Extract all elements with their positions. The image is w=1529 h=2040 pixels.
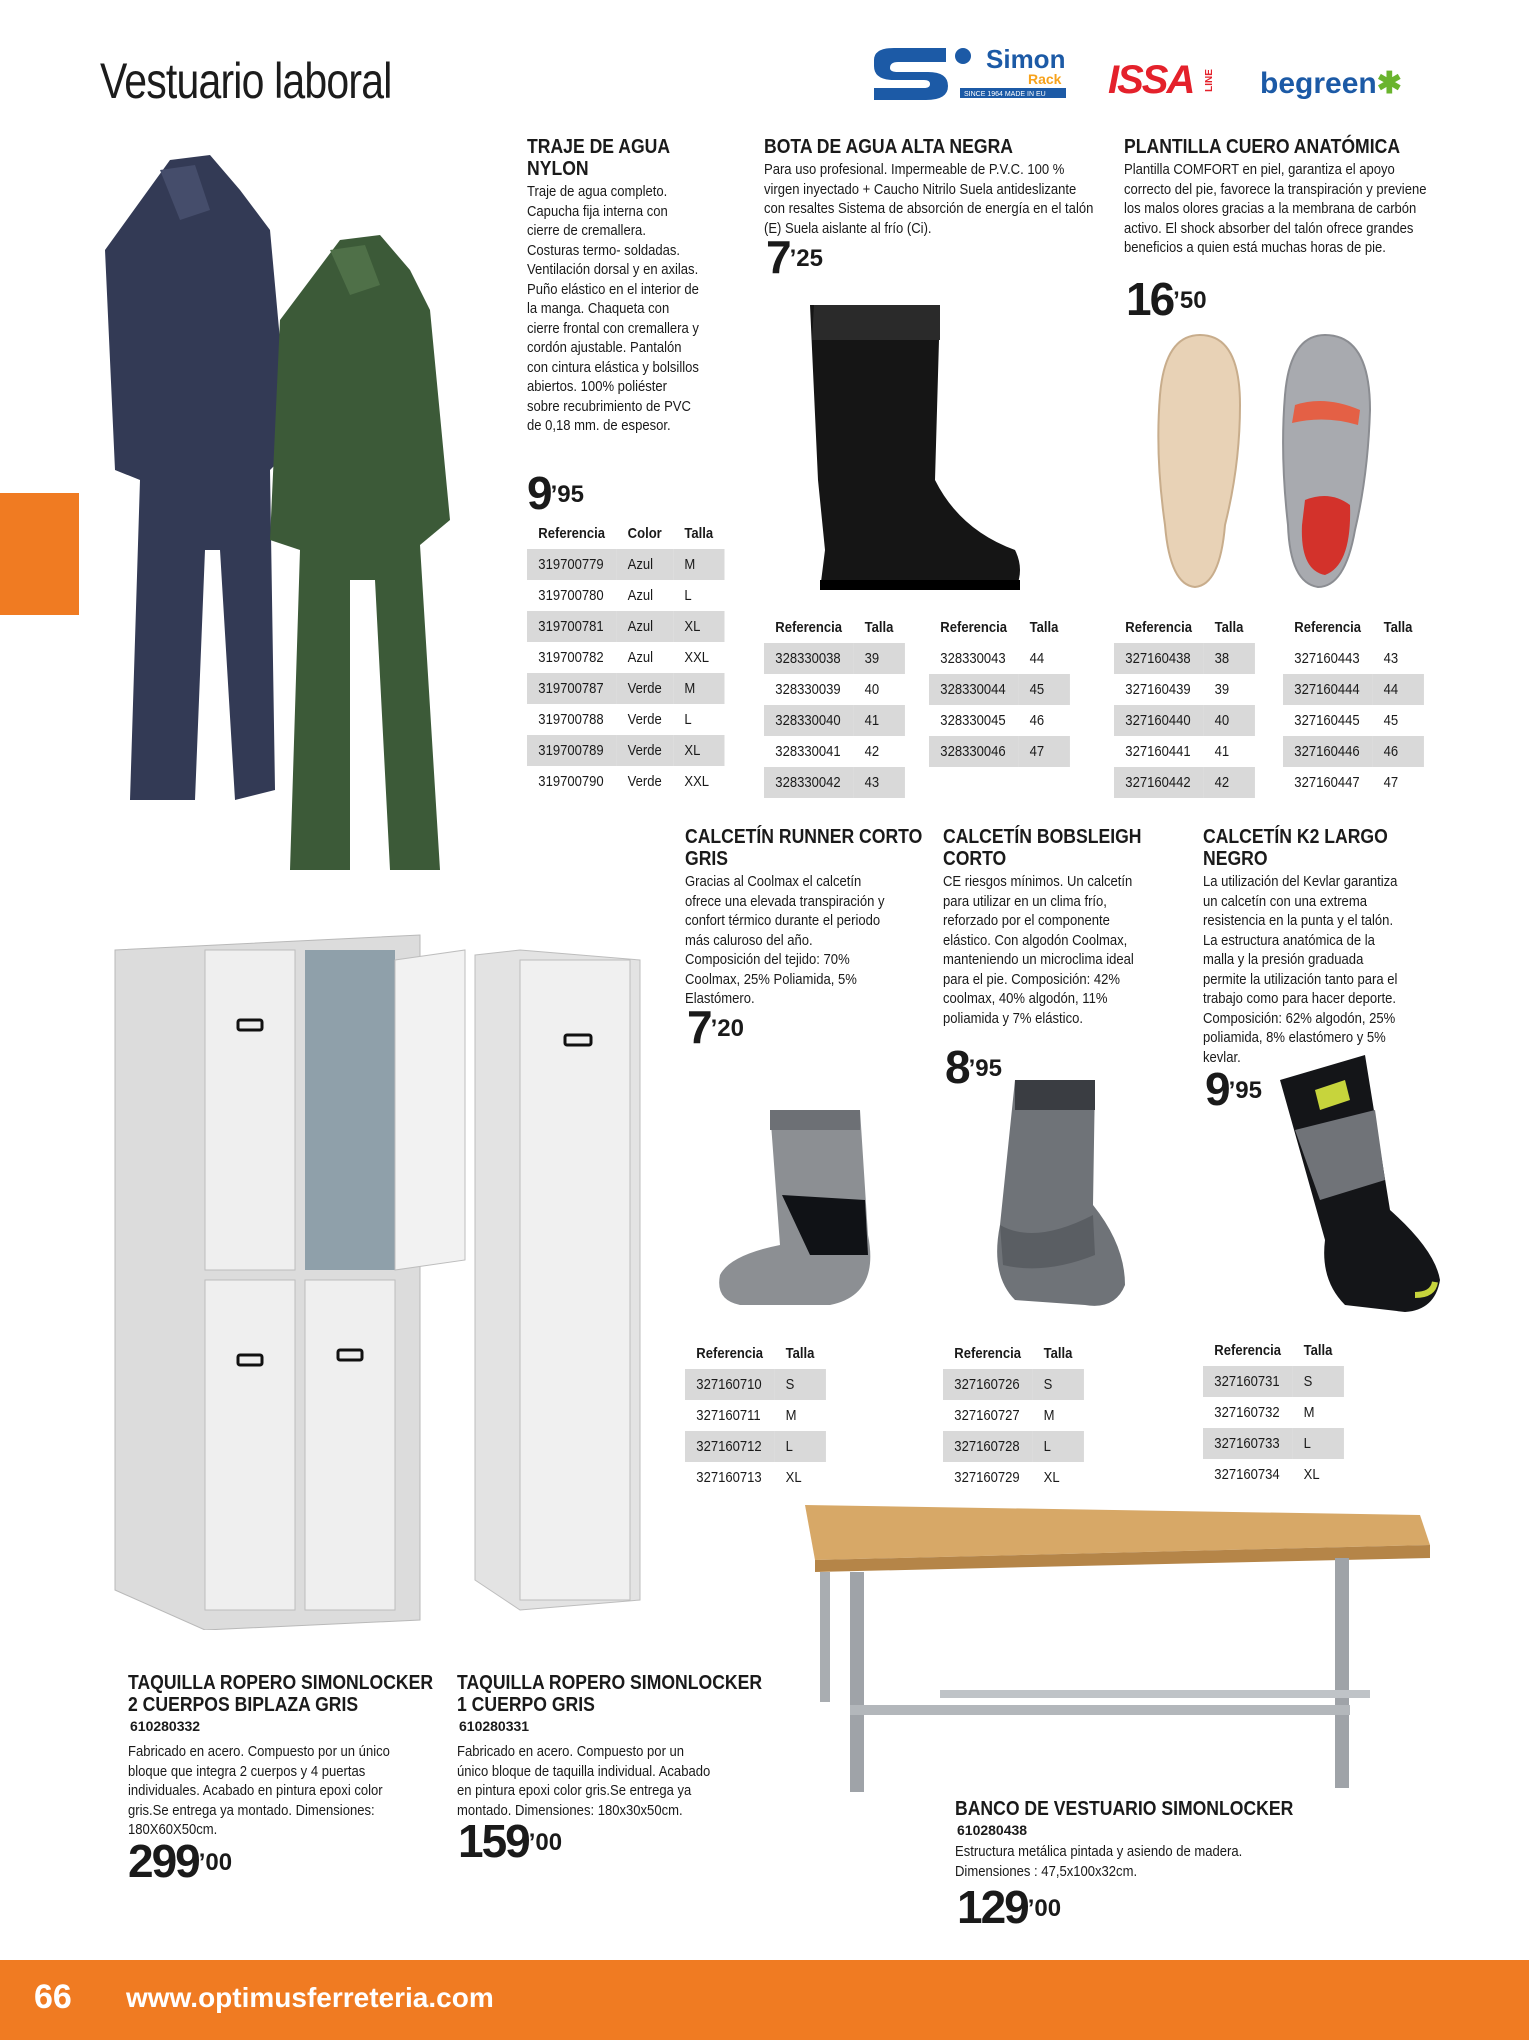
column-header: Talla: [864, 619, 894, 636]
table-header-row: [929, 612, 1070, 643]
insoles-image: [1140, 325, 1380, 595]
table-cell: 327160712: [685, 1431, 774, 1462]
table-cell: 39: [1214, 681, 1230, 698]
table-cell: 328330044: [929, 674, 1018, 705]
table-row: [929, 643, 1070, 674]
traje-title: TRAJE DE AGUA NYLON: [527, 136, 671, 180]
table-cell: 319700780: [538, 587, 604, 604]
table-cell: 319700789: [527, 735, 616, 766]
table-cell: 327160439: [1125, 681, 1191, 698]
table-cell: 45: [1383, 712, 1399, 729]
table-cell: Verde: [616, 735, 673, 766]
table-cell: 327160731: [1203, 1366, 1292, 1397]
table-row: [764, 767, 905, 798]
table-cell: XL: [673, 735, 724, 766]
column-header: Referencia: [538, 525, 606, 542]
table-cell: L: [774, 1431, 825, 1462]
table-row: [1203, 1397, 1344, 1428]
table-cell: 40: [1203, 705, 1254, 736]
bota-description: Para uso profesional. Impermeable de P.V.C. 100 % virgen inyectado + Caucho Nitrilo Suela antideslizante con resaltes Sistema de absorción de energía en el talón (E) Suela aislante al frío (Ci).: [764, 161, 1094, 237]
column-header: Referencia: [954, 1345, 1022, 1362]
column-header: Talla: [1029, 619, 1059, 636]
svg-text:Simon: Simon: [986, 44, 1066, 74]
table-cell: Verde: [627, 711, 662, 728]
table-cell: M: [785, 1407, 797, 1424]
table-cell: 41: [1214, 743, 1230, 760]
table-cell: 327160728: [943, 1431, 1032, 1462]
taquilla1-description: Fabricado en acero. Compuesto por un único bloque de taquilla individual. Acabado en pintura epoxi color gris.Se entrega ya montado. Dimensiones: 180x30x50cm.: [457, 1743, 711, 1819]
table-cell: L: [1292, 1428, 1343, 1459]
table-cell: 327160445: [1294, 712, 1360, 729]
footer-bar: [0, 1960, 1529, 2040]
table-cell: 328330042: [764, 767, 853, 798]
table-cell: Azul: [627, 587, 654, 604]
table-cell: M: [1303, 1404, 1315, 1421]
banco-description: Estructura metálica pintada y asiendo de madera. Dimensiones : 47,5x100x32cm.: [955, 1843, 1243, 1880]
table-row: [943, 1462, 1084, 1493]
runner-price: $7^{’20}$: [687, 1001, 744, 1053]
table-cell: 327160729: [954, 1469, 1020, 1486]
bobsleigh-title: CALCETÍN BOBSLEIGH CORTO: [943, 826, 1142, 870]
table-cell: 328330039: [775, 681, 841, 698]
taquilla1-price: $159^{’00}$: [458, 1815, 563, 1867]
table-row: [527, 642, 724, 673]
table-cell: 327160713: [696, 1469, 762, 1486]
table-row: [1283, 643, 1424, 674]
table-cell: 327160442: [1114, 767, 1203, 798]
k2-sock-image: [1275, 1050, 1445, 1320]
table-cell: 319700779: [527, 549, 616, 580]
table-cell: S: [1292, 1366, 1343, 1397]
traje-spec-table: [527, 518, 754, 797]
table-cell: 327160711: [696, 1407, 761, 1424]
table-row: [527, 735, 724, 766]
column-header: Referencia: [1125, 619, 1193, 636]
table-cell: 327160734: [1214, 1466, 1280, 1483]
runner-description: Gracias al Coolmax el calcetín ofrece una elevada transpiración y confort térmico durante el periodo más caluroso del año. Composición del tejido: 70% Coolmax, 25% Poliamida, 5% Elastómero.: [685, 873, 885, 1007]
taquilla2-title: TAQUILLA ROPERO SIMONLOCKER 2 CUERPOS BIPLAZA GRIS: [128, 1672, 434, 1716]
k2-spec-table: [1203, 1335, 1365, 1490]
table-cell: Verde: [627, 773, 662, 790]
table-row: [1283, 674, 1424, 705]
table-cell: XL: [785, 1469, 802, 1486]
table-cell: XL: [1043, 1469, 1060, 1486]
table-row: [764, 643, 905, 674]
table-row: [1203, 1366, 1344, 1397]
bobsleigh-sock-image: [975, 1075, 1155, 1315]
table-cell: XXL: [684, 649, 710, 666]
table-cell: L: [684, 711, 692, 728]
column-header: Talla: [1383, 619, 1413, 636]
table-cell: 319700788: [538, 711, 604, 728]
runner-title: CALCETÍN RUNNER CORTO GRIS: [685, 826, 923, 870]
table-cell: L: [1032, 1431, 1083, 1462]
table-cell: L: [684, 587, 692, 604]
table-header-row: [1283, 612, 1424, 643]
column-header: Referencia: [940, 619, 1008, 636]
column-header: Referencia: [775, 619, 843, 636]
lockers-image: [110, 930, 645, 1630]
traje-description: Traje de agua completo. Capucha fija interna con cierre de cremallera. Costuras termo- soldadas. Ventilación dorsal y en axilas. Puño elástico en el interior de la manga. Chaqueta con cierre frontal con cremallera y cordón ajustable. Pantalón con cintura elástica y bolsillos abiertos. 100% poliéster sobre recubrimiento de PVC de 0,18 mm. de espesor.: [527, 183, 699, 434]
table-cell: 45: [1018, 674, 1069, 705]
table-cell: 327160443: [1294, 650, 1360, 667]
rubber-boot-image: [800, 300, 1030, 600]
taquilla1-title: TAQUILLA ROPERO SIMONLOCKER 1 CUERPO GRIS: [457, 1672, 763, 1716]
bota-spec-table-1: [764, 612, 926, 798]
table-cell: 327160447: [1294, 774, 1360, 791]
table-header-row: [764, 612, 905, 643]
table-row: [929, 674, 1070, 705]
table-cell: 47: [1383, 774, 1399, 791]
column-header: Talla: [684, 525, 714, 542]
bench-image: [790, 1500, 1430, 1800]
table-header-row: [685, 1338, 826, 1369]
table-cell: Azul: [616, 549, 673, 580]
k2-description: La utilización del Kevlar garantiza un calcetín con una extrema resistencia en la punta y el talón. La estructura anatómica de la malla y la presión graduada permite la utilización tanto para el trabajo como para hacer deporte. Composición: 62% algodón, 25% poliamida, 8% elastómero y 5% kevlar.: [1203, 873, 1398, 1066]
plantilla-title: PLANTILLA CUERO ANATÓMICA: [1124, 136, 1401, 158]
table-cell: 327160444: [1283, 674, 1372, 705]
table-cell: XXL: [684, 773, 710, 790]
page-title: Vestuario laboral: [100, 53, 392, 109]
table-cell: Verde: [616, 673, 673, 704]
table-row: [527, 704, 724, 735]
table-row: [764, 705, 905, 736]
table-cell: 328330043: [940, 650, 1006, 667]
simon-rack-logo: [868, 42, 1068, 104]
table-row: [1114, 767, 1255, 798]
plantilla-spec-table-1: [1114, 612, 1276, 798]
taquilla2-price: $299^{’00}$: [128, 1835, 233, 1887]
taquilla2-reference: 610280332: [130, 1718, 201, 1734]
bota-price: $7^{’25}$: [766, 231, 823, 283]
bota-spec-table-2: [929, 612, 1091, 767]
table-row: [527, 611, 724, 642]
table-row: [1114, 736, 1255, 767]
traje-price: $9^{’95}$: [527, 467, 584, 519]
table-row: [527, 673, 724, 704]
table-cell: 43: [1383, 650, 1399, 667]
table-row: [685, 1400, 826, 1431]
table-row: [929, 736, 1070, 767]
table-row: [1114, 705, 1255, 736]
table-cell: 328330038: [764, 643, 853, 674]
table-row: [943, 1431, 1084, 1462]
table-cell: 47: [1018, 736, 1069, 767]
plantilla-price: $16^{’50}$: [1126, 273, 1207, 325]
bota-title: BOTA DE AGUA ALTA NEGRA: [764, 136, 1013, 158]
table-row: [764, 674, 905, 705]
table-row: [527, 766, 724, 797]
table-row: [1203, 1459, 1344, 1490]
table-cell: 39: [853, 643, 904, 674]
table-cell: 328330041: [775, 743, 841, 760]
banco-price: $129^{’00}$: [957, 1881, 1062, 1933]
table-cell: 327160446: [1283, 736, 1372, 767]
rain-suit-image: [100, 150, 520, 870]
table-cell: S: [1032, 1369, 1083, 1400]
bobsleigh-price: $8^{’95}$: [945, 1041, 1002, 1093]
table-row: [685, 1369, 826, 1400]
table-row: [1114, 674, 1255, 705]
table-cell: 42: [1203, 767, 1254, 798]
table-row: [527, 580, 724, 611]
table-cell: XL: [1303, 1466, 1320, 1483]
column-header: Talla: [785, 1345, 815, 1362]
begreen-logo: begreen✱: [1260, 67, 1402, 100]
table-cell: 328330045: [940, 712, 1006, 729]
table-row: [1283, 767, 1424, 798]
orange-side-tab: [0, 493, 79, 615]
table-cell: 327160441: [1125, 743, 1191, 760]
table-cell: 327160732: [1214, 1404, 1280, 1421]
table-cell: 41: [853, 705, 904, 736]
table-row: [764, 736, 905, 767]
table-row: [1283, 736, 1424, 767]
table-cell: Azul: [616, 611, 673, 642]
page-number: 66: [34, 1978, 72, 2016]
svg-text:Rack: Rack: [1028, 71, 1062, 87]
k2-price: $9^{’95}$: [1205, 1063, 1262, 1115]
taquilla1-reference: 610280331: [459, 1718, 530, 1734]
k2-title: CALCETÍN K2 LARGO NEGRO: [1203, 826, 1388, 870]
svg-text:SINCE 1964 MADE IN EU: SINCE 1964 MADE IN EU: [964, 91, 1046, 98]
table-row: [943, 1400, 1084, 1431]
table-cell: M: [673, 673, 724, 704]
column-header: Talla: [1214, 619, 1244, 636]
table-row: [943, 1369, 1084, 1400]
table-cell: 327160726: [943, 1369, 1032, 1400]
column-header: Color: [627, 525, 662, 542]
table-row: [685, 1462, 826, 1493]
bobsleigh-spec-table: [943, 1338, 1105, 1493]
table-cell: 46: [1372, 736, 1423, 767]
column-header: Referencia: [696, 1345, 764, 1362]
table-cell: 328330046: [929, 736, 1018, 767]
table-cell: 44: [1029, 650, 1045, 667]
table-cell: 38: [1203, 643, 1254, 674]
table-cell: 42: [864, 743, 880, 760]
column-header: Talla: [1303, 1342, 1333, 1359]
issa-line-logo: ISSA LINE: [1108, 58, 1215, 102]
table-row: [929, 705, 1070, 736]
column-header: Referencia: [1214, 1342, 1282, 1359]
table-cell: S: [774, 1369, 825, 1400]
table-cell: 319700782: [538, 649, 604, 666]
table-row: [685, 1431, 826, 1462]
column-header: Referencia: [1294, 619, 1362, 636]
table-row: [1203, 1428, 1344, 1459]
table-cell: 43: [853, 767, 904, 798]
table-cell: 46: [1029, 712, 1045, 729]
table-row: [527, 549, 724, 580]
table-cell: 327160438: [1114, 643, 1203, 674]
table-cell: M: [673, 549, 724, 580]
table-cell: 44: [1372, 674, 1423, 705]
table-cell: 319700790: [538, 773, 604, 790]
banco-title: BANCO DE VESTUARIO SIMONLOCKER: [955, 1798, 1294, 1820]
table-cell: XL: [673, 611, 724, 642]
table-cell: M: [1043, 1407, 1055, 1424]
bobsleigh-description: CE riesgos mínimos. Un calcetín para utilizar en un clima frío, reforzado por el componente elástico. Con algodón Coolmax, manteniendo un microclima ideal para el pie. Composición: 42% coolmax, 40% algodón, 11% poliamida y 7% elástico.: [943, 873, 1134, 1027]
table-cell: Azul: [627, 649, 654, 666]
table-cell: 40: [864, 681, 880, 698]
table-header-row: [943, 1338, 1084, 1369]
taquilla2-description: Fabricado en acero. Compuesto por un único bloque que integra 2 cuerpos y 4 puertas individuales. Acabado en pintura epoxi color gris.Se entrega ya montado. Dimensiones: 180X60X50cm.: [128, 1743, 390, 1838]
table-cell: 327160727: [954, 1407, 1020, 1424]
table-cell: 327160440: [1114, 705, 1203, 736]
website-link[interactable]: www.optimusferreteria.com: [126, 1982, 494, 2013]
banco-reference: 610280438: [957, 1822, 1028, 1838]
table-header-row: [1114, 612, 1255, 643]
runner-spec-table: [685, 1338, 847, 1493]
table-cell: 319700787: [527, 673, 616, 704]
table-header-row: [527, 518, 724, 549]
runner-sock-image: [710, 1105, 890, 1315]
table-header-row: [1203, 1335, 1344, 1366]
table-cell: 328330040: [764, 705, 853, 736]
column-header: Talla: [1043, 1345, 1073, 1362]
table-cell: 327160733: [1203, 1428, 1292, 1459]
plantilla-description: Plantilla COMFORT en piel, garantiza el apoyo correcto del pie, favorece la transpiración y previene los malos olores gracias a la membrana de carbón activo. El shock absorber del talón ofrece grandes beneficios a quien está muchas horas de pie.: [1124, 161, 1427, 256]
table-cell: 319700781: [527, 611, 616, 642]
table-cell: 327160710: [685, 1369, 774, 1400]
plantilla-spec-table-2: [1283, 612, 1445, 798]
table-row: [1114, 643, 1255, 674]
table-row: [1283, 705, 1424, 736]
